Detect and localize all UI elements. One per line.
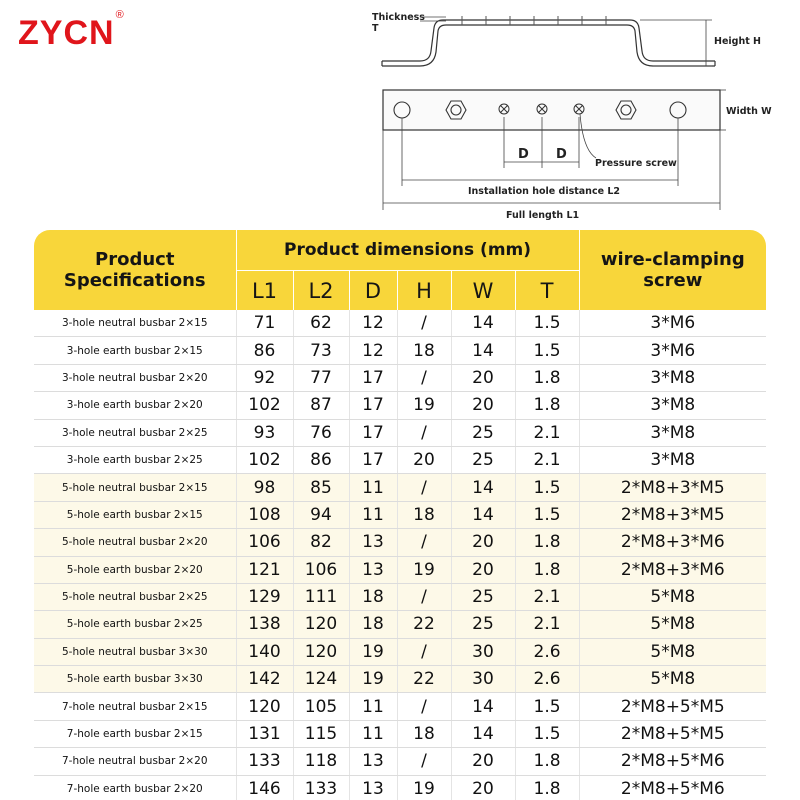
cell-w: 14	[451, 720, 515, 747]
cell-screw: 5*M8	[579, 638, 766, 665]
cell-t: 1.5	[515, 310, 579, 337]
screw-header	[579, 230, 766, 310]
cell-spec: 5-hole earth busbar 2×15	[34, 501, 236, 528]
cell-w: 14	[451, 693, 515, 720]
cell-spec: 7-hole neutral busbar 2×20	[34, 748, 236, 775]
cell-screw: 2*M8+5*M5	[579, 693, 766, 720]
cell-l2: 120	[293, 611, 349, 638]
cell-w: 25	[451, 583, 515, 610]
col-header-h: H	[397, 271, 451, 311]
registered-mark: ®	[115, 8, 125, 21]
cell-w: 14	[451, 310, 515, 337]
cell-w: 14	[451, 474, 515, 501]
cell-l1: 146	[236, 775, 293, 800]
cell-t: 2.1	[515, 419, 579, 446]
cell-spec: 5-hole earth busbar 3×30	[34, 666, 236, 693]
cell-h: /	[397, 583, 451, 610]
cell-l1: 86	[236, 337, 293, 364]
cell-spec: 3-hole neutral busbar 2×15	[34, 310, 236, 337]
cell-screw: 5*M8	[579, 666, 766, 693]
cell-screw: 3*M8	[579, 392, 766, 419]
full-length-label: Full length L1	[506, 210, 580, 221]
pressure-screw-label: Pressure screw	[595, 158, 677, 169]
cell-h: /	[397, 474, 451, 501]
cell-l1: 71	[236, 310, 293, 337]
cell-w: 20	[451, 556, 515, 583]
cell-l2: 62	[293, 310, 349, 337]
cell-t: 1.5	[515, 720, 579, 747]
cell-l2: 76	[293, 419, 349, 446]
table-row	[34, 583, 766, 610]
cell-screw: 2*M8+3*M5	[579, 501, 766, 528]
cell-l2: 82	[293, 529, 349, 556]
cell-spec: 5-hole neutral busbar 3×30	[34, 638, 236, 665]
cell-w: 20	[451, 364, 515, 391]
cell-w: 20	[451, 775, 515, 800]
install-distance-label: Installation hole distance L2	[468, 186, 620, 197]
cell-screw: 2*M8+5*M6	[579, 748, 766, 775]
cell-spec: 3-hole neutral busbar 2×25	[34, 419, 236, 446]
d-label-1: D	[518, 147, 529, 162]
cell-screw: 2*M8+3*M6	[579, 556, 766, 583]
cell-spec: 5-hole neutral busbar 2×25	[34, 583, 236, 610]
cell-h: /	[397, 364, 451, 391]
cell-l1: 92	[236, 364, 293, 391]
cell-w: 25	[451, 419, 515, 446]
cell-l2: 77	[293, 364, 349, 391]
cell-spec: 5-hole neutral busbar 2×20	[34, 529, 236, 556]
cell-l1: 142	[236, 666, 293, 693]
cell-d: 13	[349, 775, 397, 800]
cell-screw: 3*M6	[579, 310, 766, 337]
height-label: Height H	[714, 36, 762, 47]
cell-l1: 133	[236, 748, 293, 775]
col-header-t: T	[515, 271, 579, 311]
cell-t: 1.8	[515, 529, 579, 556]
cell-w: 25	[451, 446, 515, 473]
cell-spec: 7-hole earth busbar 2×20	[34, 775, 236, 800]
spec-header-line2: Specifications	[63, 270, 206, 291]
cell-d: 12	[349, 337, 397, 364]
cell-l2: 86	[293, 446, 349, 473]
cell-h: 18	[397, 501, 451, 528]
cell-l1: 120	[236, 693, 293, 720]
cell-l2: 85	[293, 474, 349, 501]
cell-d: 11	[349, 720, 397, 747]
table-row	[34, 529, 766, 556]
cell-h: 19	[397, 556, 451, 583]
cell-d: 17	[349, 364, 397, 391]
cell-l2: 94	[293, 501, 349, 528]
spec-header-line1: Product	[95, 249, 175, 270]
cell-screw: 3*M8	[579, 419, 766, 446]
cell-t: 2.6	[515, 666, 579, 693]
cell-t: 1.8	[515, 364, 579, 391]
cell-d: 11	[349, 693, 397, 720]
cell-d: 17	[349, 446, 397, 473]
cell-w: 25	[451, 611, 515, 638]
table-row	[34, 556, 766, 583]
cell-t: 1.8	[515, 748, 579, 775]
cell-l2: 133	[293, 775, 349, 800]
cell-l2: 115	[293, 720, 349, 747]
cell-w: 30	[451, 638, 515, 665]
cell-h: /	[397, 638, 451, 665]
table-row	[34, 446, 766, 473]
thickness-label: Thickness	[372, 12, 425, 23]
brand-name: ZYCN	[18, 14, 115, 52]
cell-h: /	[397, 693, 451, 720]
cell-d: 17	[349, 419, 397, 446]
cell-w: 20	[451, 392, 515, 419]
cell-l1: 108	[236, 501, 293, 528]
cell-d: 13	[349, 748, 397, 775]
cell-h: /	[397, 748, 451, 775]
table-row	[34, 310, 766, 337]
cell-spec: 5-hole neutral busbar 2×15	[34, 474, 236, 501]
cell-screw: 2*M8+3*M6	[579, 529, 766, 556]
cell-d: 13	[349, 529, 397, 556]
l1-dimension	[383, 130, 720, 210]
cell-w: 14	[451, 337, 515, 364]
cell-l2: 73	[293, 337, 349, 364]
cell-screw: 3*M8	[579, 364, 766, 391]
cell-d: 13	[349, 556, 397, 583]
cell-d: 19	[349, 666, 397, 693]
cell-l2: 118	[293, 748, 349, 775]
height-dimension	[640, 20, 712, 66]
cell-h: 20	[397, 446, 451, 473]
cell-h: 22	[397, 611, 451, 638]
cell-spec: 3-hole earth busbar 2×25	[34, 446, 236, 473]
cell-w: 20	[451, 748, 515, 775]
cell-h: /	[397, 419, 451, 446]
spec-table	[34, 230, 766, 800]
cell-screw: 5*M8	[579, 583, 766, 610]
screw-header-line1: wire-clamping	[600, 249, 745, 270]
cell-screw: 2*M8+5*M6	[579, 775, 766, 800]
cell-t: 2.6	[515, 638, 579, 665]
cell-spec: 3-hole neutral busbar 2×20	[34, 364, 236, 391]
cell-d: 12	[349, 310, 397, 337]
cell-t: 1.5	[515, 474, 579, 501]
cell-h: /	[397, 529, 451, 556]
table-row	[34, 720, 766, 747]
cell-l1: 98	[236, 474, 293, 501]
width-label: Width W	[726, 106, 772, 117]
table-row	[34, 419, 766, 446]
cell-spec: 3-hole earth busbar 2×15	[34, 337, 236, 364]
cell-spec: 5-hole earth busbar 2×20	[34, 556, 236, 583]
table-row	[34, 748, 766, 775]
spec-table-container	[34, 230, 766, 800]
busbar-diagram	[0, 0, 800, 225]
cell-d: 19	[349, 638, 397, 665]
cell-t: 2.1	[515, 583, 579, 610]
cell-t: 1.5	[515, 693, 579, 720]
cell-d: 11	[349, 501, 397, 528]
cell-t: 1.5	[515, 337, 579, 364]
table-row	[34, 638, 766, 665]
cell-l1: 138	[236, 611, 293, 638]
cell-t: 2.1	[515, 611, 579, 638]
table-row	[34, 392, 766, 419]
cell-l2: 120	[293, 638, 349, 665]
cell-d: 11	[349, 474, 397, 501]
cell-h: /	[397, 310, 451, 337]
cell-l2: 87	[293, 392, 349, 419]
cell-l1: 129	[236, 583, 293, 610]
spec-header	[34, 230, 236, 310]
table-row	[34, 364, 766, 391]
cell-l1: 131	[236, 720, 293, 747]
cell-screw: 2*M8+3*M5	[579, 474, 766, 501]
cell-screw: 3*M8	[579, 446, 766, 473]
cell-l2: 106	[293, 556, 349, 583]
table-row	[34, 693, 766, 720]
cell-d: 18	[349, 611, 397, 638]
col-header-l1: L1	[236, 271, 293, 311]
screw-header-line2: screw	[643, 270, 703, 291]
cell-t: 1.8	[515, 392, 579, 419]
cell-h: 22	[397, 666, 451, 693]
cell-h: 19	[397, 392, 451, 419]
cell-h: 18	[397, 720, 451, 747]
cell-d: 18	[349, 583, 397, 610]
cell-t: 1.5	[515, 501, 579, 528]
col-header-l2: L2	[293, 271, 349, 311]
table-row	[34, 611, 766, 638]
dimensions-header: Product dimensions (mm)	[236, 230, 579, 271]
cell-l1: 121	[236, 556, 293, 583]
cell-screw: 5*M8	[579, 611, 766, 638]
cell-spec: 7-hole neutral busbar 2×15	[34, 693, 236, 720]
cell-t: 1.8	[515, 775, 579, 800]
cell-d: 17	[349, 392, 397, 419]
cell-l1: 93	[236, 419, 293, 446]
cell-l1: 102	[236, 392, 293, 419]
side-profile	[382, 20, 715, 66]
cell-h: 19	[397, 775, 451, 800]
cell-t: 1.8	[515, 556, 579, 583]
table-row	[34, 337, 766, 364]
cell-w: 14	[451, 501, 515, 528]
table-row	[34, 775, 766, 800]
cell-spec: 5-hole earth busbar 2×25	[34, 611, 236, 638]
cell-l2: 124	[293, 666, 349, 693]
col-header-d: D	[349, 271, 397, 311]
cell-l1: 140	[236, 638, 293, 665]
table-row	[34, 501, 766, 528]
cell-l1: 106	[236, 529, 293, 556]
thickness-symbol: T	[372, 23, 379, 34]
cell-l2: 111	[293, 583, 349, 610]
cell-screw: 2*M8+5*M5	[579, 720, 766, 747]
cell-l2: 105	[293, 693, 349, 720]
d-label-2: D	[556, 147, 567, 162]
cell-spec: 3-hole earth busbar 2×20	[34, 392, 236, 419]
cell-h: 18	[397, 337, 451, 364]
cell-screw: 3*M6	[579, 337, 766, 364]
col-header-w: W	[451, 271, 515, 311]
table-row	[34, 474, 766, 501]
table-row	[34, 666, 766, 693]
cell-w: 30	[451, 666, 515, 693]
cell-l1: 102	[236, 446, 293, 473]
cell-t: 2.1	[515, 446, 579, 473]
cell-spec: 7-hole earth busbar 2×15	[34, 720, 236, 747]
cell-w: 20	[451, 529, 515, 556]
